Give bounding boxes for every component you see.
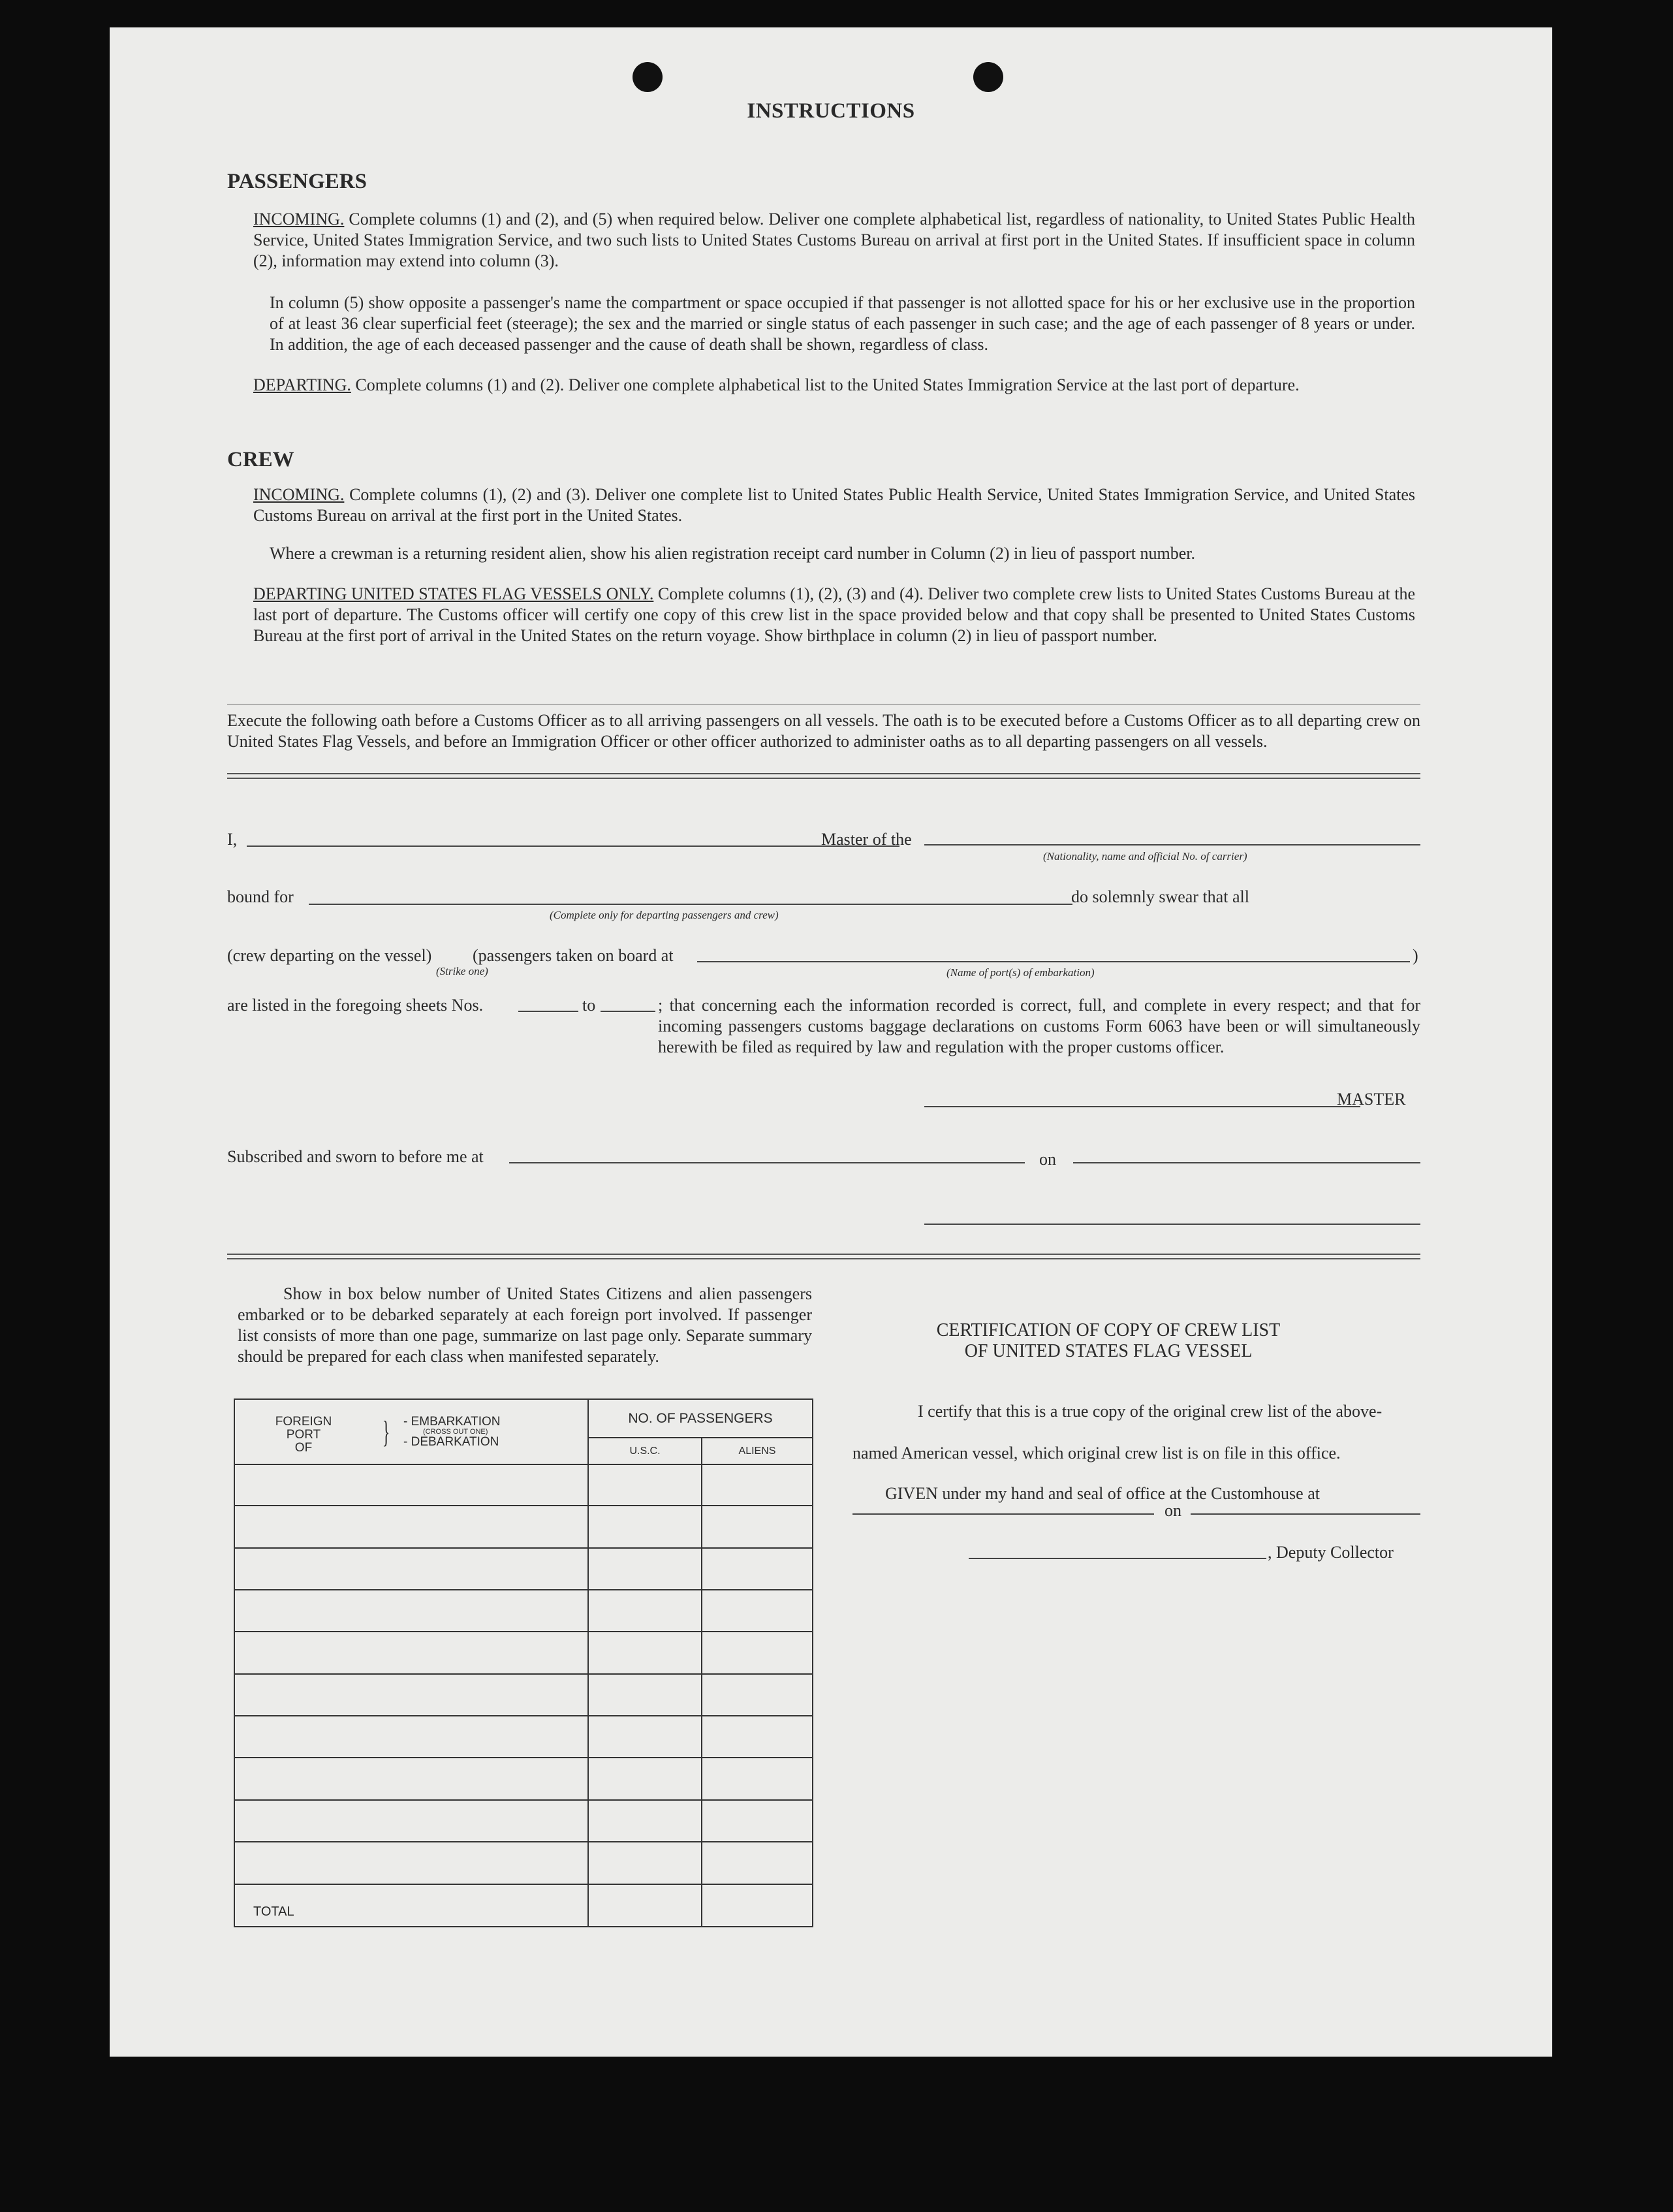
aliens-header: ALIENS	[702, 1438, 813, 1464]
oath-close-paren: )	[1413, 946, 1418, 965]
crew-incoming-label: INCOMING.	[253, 485, 345, 504]
total-row	[234, 1884, 813, 1927]
table-row[interactable]	[234, 1632, 813, 1673]
oath-crew-departing: (crew departing on the vessel)	[227, 946, 432, 965]
sheet-from-field[interactable]	[518, 1011, 578, 1012]
punch-hole	[633, 62, 663, 92]
total-usc-cell[interactable]	[588, 1884, 702, 1927]
oath-listed-text: are listed in the foregoing sheets Nos.	[227, 996, 484, 1015]
crew-incoming-paragraph	[253, 484, 1415, 526]
crew-departing-text: Complete columns (1), (2), (3) and (4). Deliver two complete crew lists to United States Customs Bureau at the last port of departure. The Customs officer will certify one copy of this crew list in the space provided below and that copy shall be presented to United States Customs Bureau at the first port of arrival in the United States on the return voyage. Show birthplace in column (2) in lieu of passport number.	[253, 584, 1416, 645]
crew-heading: CREW	[227, 448, 294, 471]
table-row[interactable]	[234, 1590, 813, 1632]
cross-out-note: (CROSS OUT ONE)	[423, 1428, 488, 1436]
debarkation-label[interactable]: - DEBARKATION	[403, 1435, 499, 1449]
table-row[interactable]	[234, 1674, 813, 1716]
passengers-incoming-text: Complete columns (1) and (2), and (5) when required below. Deliver one complete alphabetical list, regardless of nationality, to United States Public Health Service, United States Immigration Service, and two such lists to United States Customs Bureau on arrival at first port in the United States. If insufficient space in column (2), information may extend into column (3).	[253, 210, 1415, 270]
sworn-place-field[interactable]	[509, 1162, 1025, 1163]
passenger-summary-table	[234, 1398, 813, 1927]
master-name-field[interactable]	[247, 845, 899, 847]
of-label: OF	[294, 1441, 313, 1455]
carrier-caption: (Nationality, name and official No. of carrier)	[1043, 850, 1247, 862]
oath-i-label: I,	[227, 830, 238, 849]
crew-incoming-text: Complete columns (1), (2) and (3). Deliver one complete list to United States Public Health Service, United States Immigration Service, and United States Customs Bureau on arrival at the first port in the United States.	[253, 485, 1415, 525]
oath-passengers-taken: (passengers taken on board at	[473, 946, 674, 965]
port-label: PORT	[286, 1428, 321, 1442]
no-of-passengers-header: NO. OF PASSENGERS	[588, 1399, 813, 1438]
certification-line3: GIVEN under my hand and seal of office at the Customhouse at	[885, 1484, 1320, 1503]
certification-on-label: on	[1165, 1501, 1181, 1520]
usc-header: U.S.C.	[588, 1438, 702, 1464]
foreign-port-header	[234, 1399, 588, 1464]
crew-resident-paragraph: Where a crewman is a returning resident alien, show his alien registration receipt card number in Column (2) in lieu of passport number.	[270, 544, 1196, 563]
punch-hole	[973, 62, 1003, 92]
embarkation-label[interactable]: - EMBARKATION	[403, 1415, 501, 1429]
document-page	[110, 27, 1552, 2057]
table-row[interactable]	[234, 1842, 813, 1884]
oath-intro: Execute the following oath before a Customs Officer as to all arriving passengers on all vessels. The oath is to be executed before a Customs Officer as to all departing crew on United States Flag Vessels, and before an Immigration Officer or other officer authorized to administer oaths as to all departing passengers on all vessels.	[227, 711, 1420, 751]
deputy-collector-signature-field[interactable]	[969, 1558, 1266, 1559]
bound-caption: (Complete only for departing passengers and crew)	[550, 909, 779, 921]
oath-to-label: to	[582, 996, 596, 1015]
sworn-on-label: on	[1039, 1150, 1056, 1169]
passengers-incoming-paragraph	[253, 209, 1415, 272]
ports-caption: (Name of port(s) of embarkation)	[946, 966, 1095, 979]
table-row[interactable]	[234, 1716, 813, 1758]
officer-signature-field[interactable]	[924, 1224, 1420, 1225]
summary-instructions: Show in box below number of United States Citizens and alien passengers embarked or to be debarked separately at each foreign port involved. If passenger list consists of more than one page, summarize on last page only. Separate summary should be prepared for each class when manifested separately.	[238, 1284, 812, 1366]
foreign-label: FOREIGN	[275, 1415, 332, 1429]
total-label: TOTAL	[234, 1884, 588, 1927]
certification-title-line1: CERTIFICATION OF COPY OF CREW LIST	[936, 1320, 1281, 1340]
oath-bound-for: bound for	[227, 887, 294, 906]
master-label: MASTER	[1337, 1090, 1406, 1109]
customhouse-place-field[interactable]	[852, 1513, 1154, 1515]
double-rule	[227, 1254, 1420, 1259]
brace-icon: }	[382, 1415, 390, 1449]
total-aliens-cell[interactable]	[702, 1884, 813, 1927]
crew-departing-paragraph	[253, 584, 1415, 646]
table-row[interactable]	[234, 1506, 813, 1547]
certification-date-field[interactable]	[1191, 1513, 1420, 1515]
certification-line1: I certify that this is a true copy of the original crew list of the above-	[918, 1402, 1383, 1421]
passengers-incoming-label: INCOMING.	[253, 210, 345, 229]
passengers-column5-paragraph: In column (5) show opposite a passenger's name the compartment or space occupied if that passenger is not allotted space for his or her exclusive use in the proportion of at least 36 clear superficial feet (steerage); the sex and the married or single status of each passenger in such case; and the age of each passenger of 8 years or under. In addition, the age of each deceased passenger and the cause of death shall be shown, regardless of class.	[270, 293, 1415, 354]
oath-swear: do solemnly swear that all	[1071, 887, 1249, 906]
passengers-departing-paragraph	[253, 375, 1415, 396]
carrier-field[interactable]	[924, 844, 1420, 845]
bound-for-field[interactable]	[309, 904, 1072, 905]
sheet-to-field[interactable]	[601, 1011, 655, 1012]
oath-listed-text-2: ; that concerning each the information recorded is correct, full, and complete in every respect; and that for incoming passengers customs baggage declarations on customs Form 6063 have been or will simultaneously herewith be filed as required by law and regulation with the proper customs officer.	[658, 996, 1420, 1056]
table-row[interactable]	[234, 1464, 813, 1506]
certification-title-line2: OF UNITED STATES FLAG VESSEL	[964, 1341, 1253, 1361]
deputy-collector-label: , Deputy Collector	[1268, 1543, 1394, 1562]
passengers-departing-label: DEPARTING.	[253, 375, 351, 394]
certification-line2: named American vessel, which original crew list is on file in this office.	[852, 1444, 1341, 1462]
passengers-heading: PASSENGERS	[227, 170, 367, 193]
embarkation-port-field[interactable]	[697, 961, 1410, 962]
double-rule	[227, 773, 1420, 779]
table-row[interactable]	[234, 1758, 813, 1799]
table-row[interactable]	[234, 1800, 813, 1842]
oath-master-of-the: Master of the	[821, 830, 912, 849]
master-signature-field[interactable]	[924, 1106, 1360, 1107]
subscribed-label: Subscribed and sworn to before me at	[227, 1147, 484, 1166]
passengers-departing-text: Complete columns (1) and (2). Deliver one complete alphabetical list to the United States Immigration Service at the last port of departure.	[355, 375, 1300, 394]
table-row[interactable]	[234, 1548, 813, 1590]
certification-title	[913, 1320, 1304, 1362]
crew-departing-label: DEPARTING UNITED STATES FLAG VESSELS ONLY.	[253, 584, 654, 603]
instructions-title: INSTRUCTIONS	[747, 99, 915, 123]
sworn-date-field[interactable]	[1073, 1162, 1420, 1163]
strike-one-caption: (Strike one)	[436, 965, 488, 977]
